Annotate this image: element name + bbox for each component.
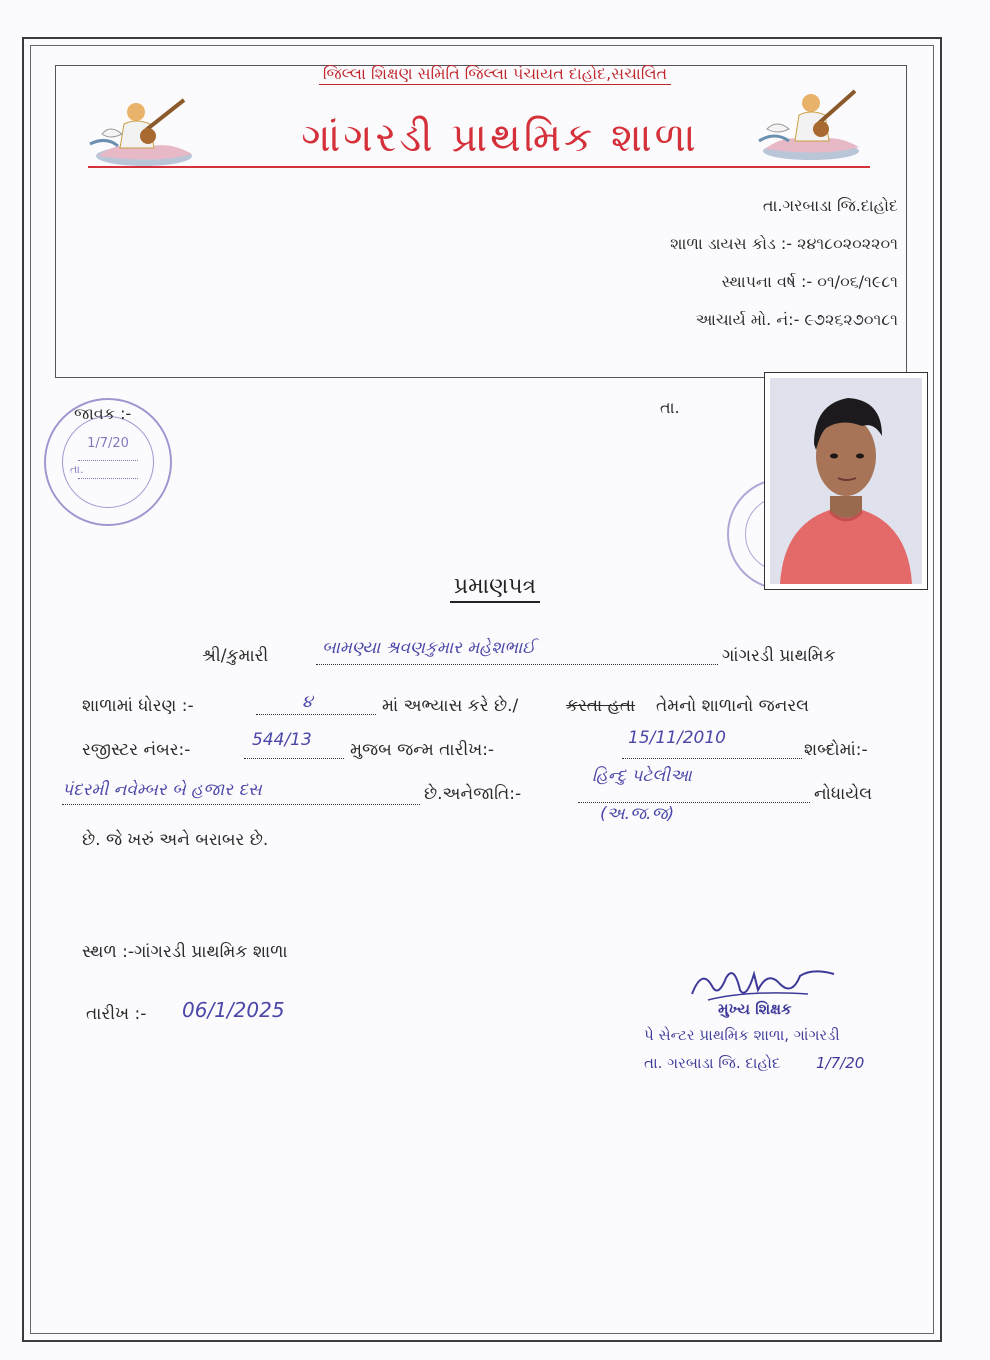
standard-value: ૪	[302, 692, 313, 712]
title-underline	[88, 166, 870, 168]
line2-suffix: તેમનો શાળાનો જનરલ	[656, 696, 809, 716]
register-dots	[244, 758, 344, 759]
signatory-title: મુખ્ય શિક્ષક	[718, 1000, 792, 1018]
line1-prefix: શ્રી/કુમારી	[202, 646, 269, 666]
date-label: તા.	[660, 398, 680, 417]
standard-dots	[256, 714, 376, 715]
outward-no-label: જાવક :-	[74, 404, 132, 423]
student-photo	[764, 372, 928, 590]
signatory-address: તા. ગરબાડા જિ. દાહોદ	[644, 1054, 781, 1072]
line3-prefix: રજીસ્ટર નંબર:-	[82, 740, 191, 760]
header-top-line: જિલ્લા શિક્ષણ સમિતિ જિલ્લા પંચાયત દાહોદ,સચાલિત	[0, 64, 990, 84]
dob-value: 15/11/2010	[628, 728, 726, 748]
line2-mid: માં અભ્યાસ કરે છે./	[382, 696, 519, 716]
principal-mobile-line: આચાર્ય મો. નં:- ૯૭૨૬૨૭૦૧૮૧	[695, 310, 898, 329]
school-title: ગાંગરડી પ્રાથમિક શાળા	[301, 115, 699, 161]
line4-mid: છે.અનેજાતિ:-	[424, 784, 522, 804]
line2-strike: કરતા હતા	[566, 696, 636, 716]
date-footer-label: તારીખ :-	[86, 1004, 147, 1024]
line5: છે. જે ખરું અને બરાબર છે.	[82, 830, 269, 850]
caste-dots	[578, 802, 810, 803]
saraswati-left-icon	[88, 90, 200, 170]
caste-category: (અ.જ.જ)	[600, 804, 675, 824]
dob-words-dots	[62, 804, 420, 805]
student-portrait-icon	[770, 378, 922, 584]
student-name: બામણ્યા શ્રવણકુમાર મહેશભાઈ	[322, 638, 536, 658]
caste-value: હિન્દુ પટેલીઆ	[592, 766, 692, 786]
line3-suffix: શબ્દોમાં:-	[804, 740, 868, 760]
certificate-title: પ્રમાણપત્ર	[0, 574, 990, 599]
signatory-school: પે સેન્ટર પ્રાથમિક શાળા, ગાંગરડી	[644, 1026, 840, 1044]
dise-code-line: શાળા ડાયસ કોડ :- ૨૪૧૮૦૨૦૨૨૦૧	[670, 234, 898, 253]
place-label: સ્થળ :-ગાંગરડી પ્રાથમિક શાળા	[82, 942, 288, 962]
established-line: સ્થાપના વર્ષ :- ૦૧/૦૬/૧૯૮૧	[721, 272, 898, 291]
name-dots	[316, 664, 718, 665]
line1-suffix: ગાંગરડી પ્રાથમિક	[722, 646, 836, 666]
dob-dots	[622, 758, 802, 759]
line4-suffix: નોધાયેલ	[814, 784, 873, 804]
taluka-line: તા.ગરબાડા જિ.દાહોદ	[762, 196, 898, 215]
date-footer-value: 06/1/2025	[182, 998, 285, 1022]
school-stamp-left: 1/7/20 તા.	[44, 398, 172, 526]
register-number: 544/13	[252, 730, 312, 750]
dob-words: પંદરમી નવેમ્બર બે હજાર દસ	[62, 780, 262, 800]
signatory-stamp-date: 1/7/20	[816, 1054, 865, 1072]
line2-prefix: શાળામાં ધોરણ :-	[82, 696, 194, 716]
line3-mid: મુજબ જન્મ તારીખ:-	[350, 740, 495, 760]
